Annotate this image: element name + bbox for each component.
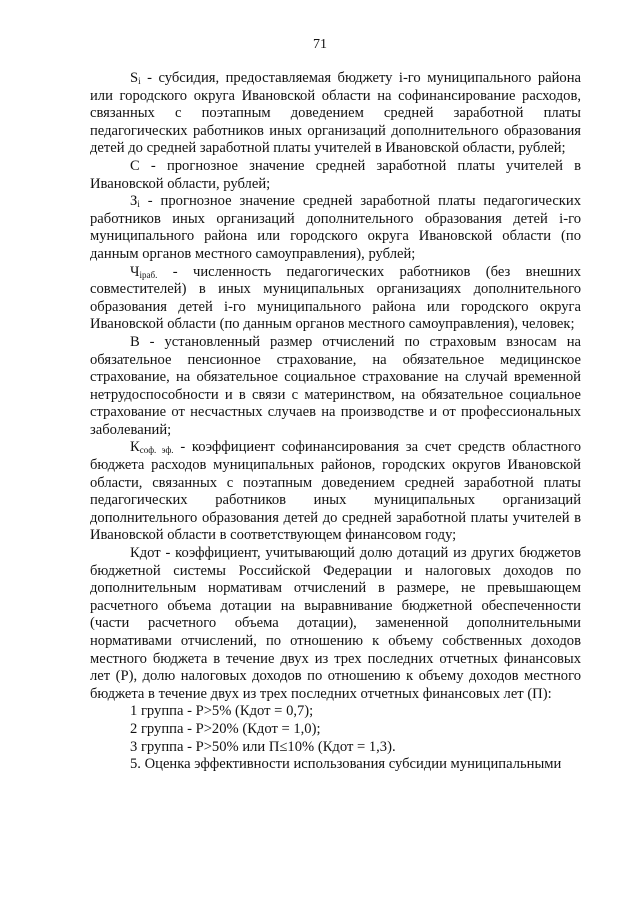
page-number: 71 bbox=[313, 37, 327, 52]
definition-text: - коэффициент, учитывающий долю дотаций из других бюджетов бюджетной системы Российской Федерации и налоговых доходов по дополнительным нормативам отчислений в размере, не превышающем расчетного объема дотации на выравнивание бюджетной обеспеченности (части расчетного объема дотации), замененной дополнительными нормативами отчислений, по отношению к объему собственных доходов местного бюджета в течение двух из трех последних отчетных финансовых лет (Р), долю налоговых доходов по отношению к объему доходов местного бюджета в течение двух из трех последних отчетных финансовых лет (П): bbox=[90, 545, 581, 702]
document-body bbox=[90, 70, 581, 774]
definition-text: - установленный размер отчислений по страховым взносам на обязательное пенсионное страхование, на обязательное медицинское страхование, на обязательное социальное страхование на случай временной нетрудоспособности и в связи с материнством, на обязательное социальное страхование от несчастных случаев на производстве и от профессиональных заболеваний; bbox=[90, 333, 581, 438]
definition-text: - коэффициент софинансирования за счет средств областного бюджета расходов муниципальных районов, городских округов Ивановской области, связанных с поэтапным доведением средней заработной платы педагогических работников иных муниципальных организаций дополнительного образования детей до средней заработной платы учителей в Ивановской области в соответствующем финансовом году; bbox=[90, 439, 582, 544]
definition-paragraph bbox=[90, 193, 581, 263]
definition-text: - численность педагогических работников (без внешних совместителей) в иных муниципальных организациях дополнительного образования детей i-го муниципального района или городского округа Ивановской области (по данным органов местного самоуправления), человек; bbox=[90, 263, 581, 333]
formula-symbol: $З_i$ bbox=[130, 193, 140, 210]
group-item: 3 группа - Р>50% или П≤10% (Кдот = 1,3). bbox=[130, 738, 396, 755]
definition-paragraph bbox=[90, 158, 581, 193]
formula-symbol: $К_{соф. эф.}$ bbox=[130, 439, 174, 456]
definition-text: - прогнозное значение средней заработной платы педагогических работников иных организаций дополнительного образования детей i-го муниципального района или городского округа Ивановской области (по данным органов местного самоуправления), рублей; bbox=[90, 193, 581, 262]
definition-paragraph bbox=[90, 70, 581, 158]
formula-symbol: $S_i$ bbox=[130, 70, 141, 86]
group-item: 2 группа - Р>20% (Кдот = 1,0); bbox=[130, 720, 321, 737]
formula-symbol: $Ч_{iраб.}$ bbox=[130, 263, 158, 280]
formula-symbol: В bbox=[130, 333, 140, 350]
group-item: 1 группа - Р>5% (Кдот = 0,7); bbox=[130, 703, 314, 720]
definition-paragraph bbox=[90, 545, 581, 703]
definition-paragraph bbox=[90, 334, 581, 440]
definition-paragraph bbox=[90, 264, 581, 334]
section-heading-line: 5. Оценка эффективности использования субсидии муниципальными bbox=[130, 756, 562, 773]
definition-paragraph bbox=[90, 439, 581, 545]
definition-text: - субсидия, предоставляемая бюджету i-го муниципального района или городского округа Ивановской области на софинансирование расходов, связанных с поэтапным доведением средней заработной платы педагогических работников иных организаций дополнительного образования детей до средней заработной платы учителей в Ивановской области, рублей; bbox=[90, 70, 581, 157]
formula-symbol: Кдот bbox=[130, 545, 161, 562]
formula-symbol: С bbox=[130, 157, 140, 174]
definition-text: - прогнозное значение средней заработной платы учителей в Ивановской области, рублей; bbox=[90, 157, 581, 192]
